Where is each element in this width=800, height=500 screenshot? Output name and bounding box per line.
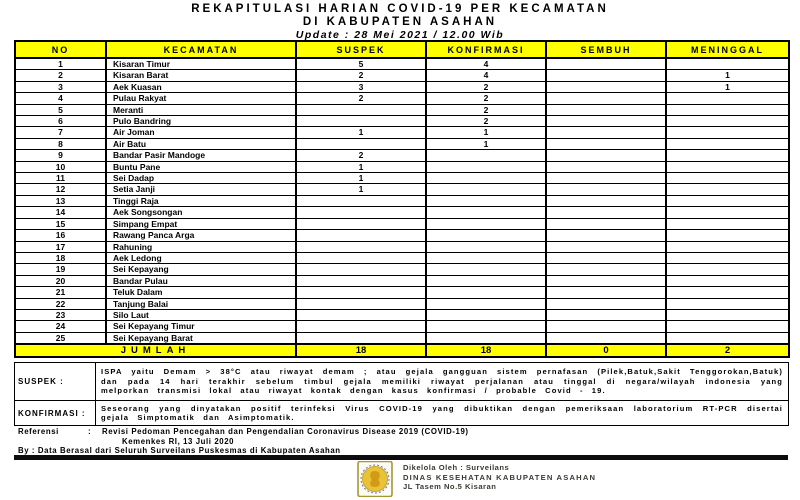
note-konfirmasi-label: KONFIRMASI :	[15, 401, 96, 426]
note-konfirmasi-row	[15, 401, 789, 426]
cell-no: 15	[15, 218, 106, 229]
cell-kecamatan: Setia Janji	[106, 184, 296, 195]
table-header-row	[15, 41, 789, 58]
cell-suspek	[296, 287, 426, 298]
total-label: JUMLAH	[15, 344, 296, 357]
note-suspek-text: ISPA yaitu Demam > 38°C atau riwayat demam ; atau gejala gangguan sistem pernafasan (Pilek,Batuk,Sakit Tenggorokan,Batuk) dan pada 14 hari terakhir sebelum timbul gejala memiliki riwayat perjalanan atau tinggal di negara/wilayah indonesia yang melporkan transmisi lokal atau riwayat kontak dengan kasus konfirmasi / probable Covid - 19.	[96, 363, 789, 401]
cell-kecamatan: Rawang Panca Arga	[106, 230, 296, 241]
cell-no: 13	[15, 195, 106, 206]
cell-sembuh	[546, 161, 666, 172]
cell-meninggal	[666, 116, 789, 127]
table-row	[15, 93, 789, 104]
cell-konfirmasi	[426, 309, 546, 320]
cell-suspek: 1	[296, 173, 426, 184]
cell-sembuh	[546, 287, 666, 298]
cell-sembuh	[546, 150, 666, 161]
cell-kecamatan: Tanjung Balai	[106, 298, 296, 309]
col-header-konfirmasi: KONFIRMASI	[426, 41, 546, 58]
cell-meninggal	[666, 218, 789, 229]
cell-no: 20	[15, 275, 106, 286]
cell-meninggal	[666, 161, 789, 172]
cell-kecamatan: Sei Kepayang Barat	[106, 332, 296, 344]
cell-konfirmasi: 2	[426, 93, 546, 104]
cell-suspek	[296, 264, 426, 275]
cell-meninggal	[666, 252, 789, 263]
cell-suspek: 1	[296, 161, 426, 172]
cell-no: 22	[15, 298, 106, 309]
cell-sembuh	[546, 321, 666, 332]
cell-konfirmasi: 1	[426, 138, 546, 149]
cell-kecamatan: Sei Kepayang Timur	[106, 321, 296, 332]
cell-meninggal	[666, 93, 789, 104]
cell-kecamatan: Meranti	[106, 104, 296, 115]
cell-no: 24	[15, 321, 106, 332]
cell-kecamatan: Air Joman	[106, 127, 296, 138]
table-row	[15, 252, 789, 263]
cell-no: 4	[15, 93, 106, 104]
cell-suspek: 2	[296, 93, 426, 104]
footer-block	[357, 461, 596, 497]
cell-konfirmasi: 2	[426, 104, 546, 115]
cell-meninggal	[666, 321, 789, 332]
cell-sembuh	[546, 207, 666, 218]
cell-suspek: 1	[296, 184, 426, 195]
cell-suspek	[296, 309, 426, 320]
cell-kecamatan: Buntu Pane	[106, 161, 296, 172]
cell-konfirmasi: 4	[426, 70, 546, 81]
cell-no: 23	[15, 309, 106, 320]
cell-suspek: 3	[296, 81, 426, 92]
cell-konfirmasi	[426, 230, 546, 241]
table-row	[15, 332, 789, 344]
cell-konfirmasi	[426, 321, 546, 332]
cell-kecamatan: Air Batu	[106, 138, 296, 149]
cell-kecamatan: Tinggi Raja	[106, 195, 296, 206]
referensi-line1: Revisi Pedoman Pencegahan dan Pengendalian Coronavirus Disease 2019 (COVID-19)	[102, 427, 469, 436]
cell-konfirmasi	[426, 298, 546, 309]
cell-sembuh	[546, 184, 666, 195]
source-by-line: By : Data Berasal dari Seluruh Surveilans Puskesmas di Kabupaten Asahan	[18, 446, 341, 455]
cell-suspek	[296, 275, 426, 286]
table-row	[15, 309, 789, 320]
cell-meninggal	[666, 264, 789, 275]
cell-meninggal	[666, 173, 789, 184]
cell-meninggal	[666, 184, 789, 195]
cell-konfirmasi	[426, 207, 546, 218]
cell-sembuh	[546, 104, 666, 115]
cell-kecamatan: Aek Ledong	[106, 252, 296, 263]
cell-konfirmasi: 2	[426, 81, 546, 92]
referensi-block	[18, 427, 788, 446]
referensi-line2: Kemenkes RI, 13 Juli 2020	[122, 436, 235, 446]
cell-suspek	[296, 230, 426, 241]
cell-suspek	[296, 298, 426, 309]
update-timestamp: Update : 28 Mei 2021 / 12.00 Wib	[295, 29, 505, 41]
table-row	[15, 104, 789, 115]
cell-meninggal	[666, 298, 789, 309]
cell-kecamatan: Pulau Rakyat	[106, 93, 296, 104]
table-row	[15, 138, 789, 149]
total-sembuh: 0	[546, 344, 666, 357]
page-title-line2: DI KABUPATEN ASAHAN	[302, 16, 498, 28]
cell-suspek: 2	[296, 150, 426, 161]
cell-suspek	[296, 321, 426, 332]
cell-konfirmasi	[426, 195, 546, 206]
col-header-meninggal: MENINGGAL	[666, 41, 789, 58]
definition-notes	[14, 362, 789, 426]
cell-no: 19	[15, 264, 106, 275]
cell-sembuh	[546, 70, 666, 81]
cell-kecamatan: Aek Kuasan	[106, 81, 296, 92]
cell-konfirmasi: 2	[426, 116, 546, 127]
cell-no: 2	[15, 70, 106, 81]
cell-sembuh	[546, 298, 666, 309]
cell-meninggal	[666, 287, 789, 298]
cell-meninggal	[666, 332, 789, 344]
cell-kecamatan: Aek Songsongan	[106, 207, 296, 218]
cell-meninggal	[666, 58, 789, 70]
cell-no: 14	[15, 207, 106, 218]
cell-sembuh	[546, 241, 666, 252]
cell-kecamatan: Rahuning	[106, 241, 296, 252]
cell-meninggal	[666, 309, 789, 320]
table-row	[15, 70, 789, 81]
cell-kecamatan: Bandar Pulau	[106, 275, 296, 286]
cell-meninggal	[666, 138, 789, 149]
cell-konfirmasi	[426, 161, 546, 172]
cell-no: 16	[15, 230, 106, 241]
table-row	[15, 58, 789, 70]
cell-konfirmasi	[426, 264, 546, 275]
cell-sembuh	[546, 275, 666, 286]
table-row	[15, 173, 789, 184]
cell-no: 12	[15, 184, 106, 195]
cell-kecamatan: Bandar Pasir Mandoge	[106, 150, 296, 161]
cell-konfirmasi	[426, 241, 546, 252]
cell-suspek: 1	[296, 127, 426, 138]
cell-suspek	[296, 241, 426, 252]
cell-sembuh	[546, 173, 666, 184]
table-row	[15, 298, 789, 309]
cell-no: 17	[15, 241, 106, 252]
table-row	[15, 184, 789, 195]
cell-sembuh	[546, 116, 666, 127]
cell-no: 5	[15, 104, 106, 115]
col-header-no: NO	[15, 41, 106, 58]
col-header-sembuh: SEMBUH	[546, 41, 666, 58]
cell-suspek	[296, 138, 426, 149]
cell-sembuh	[546, 252, 666, 263]
cell-meninggal	[666, 241, 789, 252]
cell-suspek	[296, 116, 426, 127]
cell-konfirmasi	[426, 332, 546, 344]
cell-meninggal: 1	[666, 70, 789, 81]
divider-bar	[14, 455, 788, 460]
cell-konfirmasi	[426, 252, 546, 263]
cell-sembuh	[546, 195, 666, 206]
cell-no: 3	[15, 81, 106, 92]
referensi-colon: :	[88, 427, 92, 436]
cell-sembuh	[546, 309, 666, 320]
cell-suspek	[296, 218, 426, 229]
table-row	[15, 81, 789, 92]
note-suspek-row	[15, 363, 789, 401]
cell-sembuh	[546, 81, 666, 92]
table-row	[15, 150, 789, 161]
table-row	[15, 241, 789, 252]
cell-konfirmasi	[426, 218, 546, 229]
title-block	[0, 3, 800, 42]
cell-suspek: 2	[296, 70, 426, 81]
table-row	[15, 230, 789, 241]
table-row	[15, 207, 789, 218]
cell-no: 25	[15, 332, 106, 344]
cell-kecamatan: Sei Kepayang	[106, 264, 296, 275]
cell-sembuh	[546, 58, 666, 70]
col-header-suspek: SUSPEK	[296, 41, 426, 58]
cell-suspek	[296, 252, 426, 263]
cell-konfirmasi	[426, 275, 546, 286]
table-row	[15, 321, 789, 332]
cell-meninggal: 1	[666, 81, 789, 92]
cell-suspek: 5	[296, 58, 426, 70]
cell-konfirmasi	[426, 184, 546, 195]
cell-no: 6	[15, 116, 106, 127]
cell-suspek	[296, 104, 426, 115]
dinas-kesehatan-logo-icon	[357, 461, 393, 497]
col-header-kecamatan: KECAMATAN	[106, 41, 296, 58]
cell-no: 7	[15, 127, 106, 138]
footer-managed-by: Dikelola Oleh : Surveilans	[403, 463, 510, 472]
cell-kecamatan: Teluk Dalam	[106, 287, 296, 298]
table-row	[15, 264, 789, 275]
cell-no: 1	[15, 58, 106, 70]
cell-suspek	[296, 195, 426, 206]
cell-kecamatan: Kisaran Timur	[106, 58, 296, 70]
cell-meninggal	[666, 195, 789, 206]
note-konfirmasi-text: Seseorang yang dinyatakan positif terinfeksi Virus COVID-19 yang dibuktikan dengan pemeriksaan laboratorium RT-PCR disertai gejala Simptomatik dan Asimptomatik.	[96, 401, 789, 426]
cell-konfirmasi	[426, 287, 546, 298]
note-suspek-label: SUSPEK :	[15, 363, 96, 401]
table-row	[15, 127, 789, 138]
page-title-line1: REKAPITULASI HARIAN COVID-19 PER KECAMATAN	[191, 3, 609, 15]
cell-no: 11	[15, 173, 106, 184]
cell-konfirmasi: 1	[426, 127, 546, 138]
cell-sembuh	[546, 218, 666, 229]
cell-meninggal	[666, 207, 789, 218]
cell-no: 10	[15, 161, 106, 172]
cell-sembuh	[546, 127, 666, 138]
table-row	[15, 195, 789, 206]
footer-address: JL Tasem No.5 Kisaran	[403, 482, 497, 492]
table-row	[15, 161, 789, 172]
table-row	[15, 287, 789, 298]
cell-sembuh	[546, 230, 666, 241]
cell-no: 9	[15, 150, 106, 161]
cell-kecamatan: Silo Laut	[106, 309, 296, 320]
cell-meninggal	[666, 275, 789, 286]
footer-agency: DINAS KESEHATAN KABUPATEN ASAHAN	[403, 472, 597, 482]
cell-sembuh	[546, 138, 666, 149]
cell-kecamatan: Simpang Empat	[106, 218, 296, 229]
cell-suspek	[296, 207, 426, 218]
cell-konfirmasi	[426, 173, 546, 184]
cell-konfirmasi: 4	[426, 58, 546, 70]
cell-meninggal	[666, 104, 789, 115]
cell-sembuh	[546, 93, 666, 104]
cell-no: 8	[15, 138, 106, 149]
cell-kecamatan: Pulo Bandring	[106, 116, 296, 127]
cell-meninggal	[666, 150, 789, 161]
cell-meninggal	[666, 127, 789, 138]
total-konfirmasi: 18	[426, 344, 546, 357]
cell-sembuh	[546, 264, 666, 275]
cell-konfirmasi	[426, 150, 546, 161]
total-meninggal: 2	[666, 344, 789, 357]
table-row	[15, 275, 789, 286]
cell-sembuh	[546, 332, 666, 344]
covid-data-table	[14, 40, 790, 358]
referensi-label: Referensi	[18, 427, 59, 436]
cell-kecamatan: Kisaran Barat	[106, 70, 296, 81]
cell-suspek	[296, 332, 426, 344]
cell-no: 18	[15, 252, 106, 263]
cell-no: 21	[15, 287, 106, 298]
cell-kecamatan: Sei Dadap	[106, 173, 296, 184]
table-row	[15, 218, 789, 229]
table-row	[15, 116, 789, 127]
cell-meninggal	[666, 230, 789, 241]
total-row	[15, 344, 789, 357]
total-suspek: 18	[296, 344, 426, 357]
